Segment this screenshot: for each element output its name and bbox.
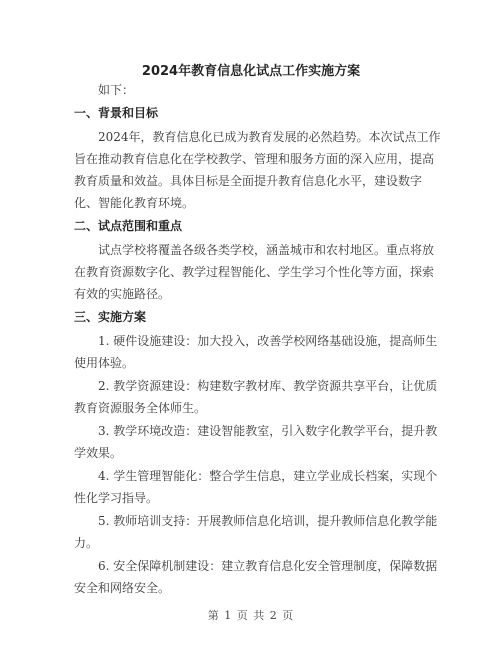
list-item-line: 2. 教学资源建设：构建数字教材库、教学资源共享平台，让优质	[98, 379, 438, 393]
page-number-footer: 第 1 页 共 2 页	[207, 609, 295, 622]
list-item-line: 3. 教学环境改造：建设智能教室，引入数字化教学平台，提升教	[98, 424, 438, 438]
paragraph-line: 旨在推动教育信息化在学校教学、管理和服务方面的深入应用，提高	[74, 152, 435, 166]
list-item-line: 1. 硬件设施建设：加大投入，改善学校网络基础设施，提高师生	[98, 334, 438, 348]
list-item-line: 学效果。	[74, 446, 123, 460]
list-item-line: 6. 安全保障机制建设：建立教育信息化安全管理制度，保障数据	[98, 559, 438, 573]
section-heading-scope: 二、试点范围和重点	[74, 219, 183, 233]
paragraph-line: 2024年，教育信息化已成为教育发展的必然趋势。本次试点工作	[98, 130, 441, 144]
list-item-line: 教育资源服务全体师生。	[74, 401, 207, 415]
section-heading-plan: 三、实施方案	[74, 310, 147, 324]
list-item-line: 4. 学生管理智能化：整合学生信息，建立学业成长档案，实现个	[98, 469, 438, 483]
paragraph-line: 在教育资源数字化、教学过程智能化、学生学习个性化等方面，探索	[74, 265, 435, 279]
paragraph-line: 教育质量和效益。具体目标是全面提升教育信息化水平，建设数字	[74, 174, 423, 188]
list-item-line: 安全和网络安全。	[74, 581, 171, 595]
intro-text: 如下：	[98, 83, 135, 97]
list-item-line: 使用体验。	[74, 356, 135, 370]
paragraph-line: 化、智能化教育环境。	[74, 196, 195, 210]
list-item-line: 5. 教师培训支持：开展教师信息化培训，提升教师信息化教学能	[98, 514, 438, 528]
list-item-line: 性化学习指导。	[74, 491, 159, 505]
paragraph-line: 试点学校将覆盖各级各类学校，涵盖城市和农村地区。重点将放	[98, 243, 435, 257]
paragraph-line: 有效的实施路径。	[74, 287, 171, 301]
list-item-line: 力。	[74, 536, 99, 550]
document-title: 2024年教育信息化试点工作实施方案	[141, 64, 361, 79]
section-heading-background: 一、背景和目标	[74, 106, 159, 120]
